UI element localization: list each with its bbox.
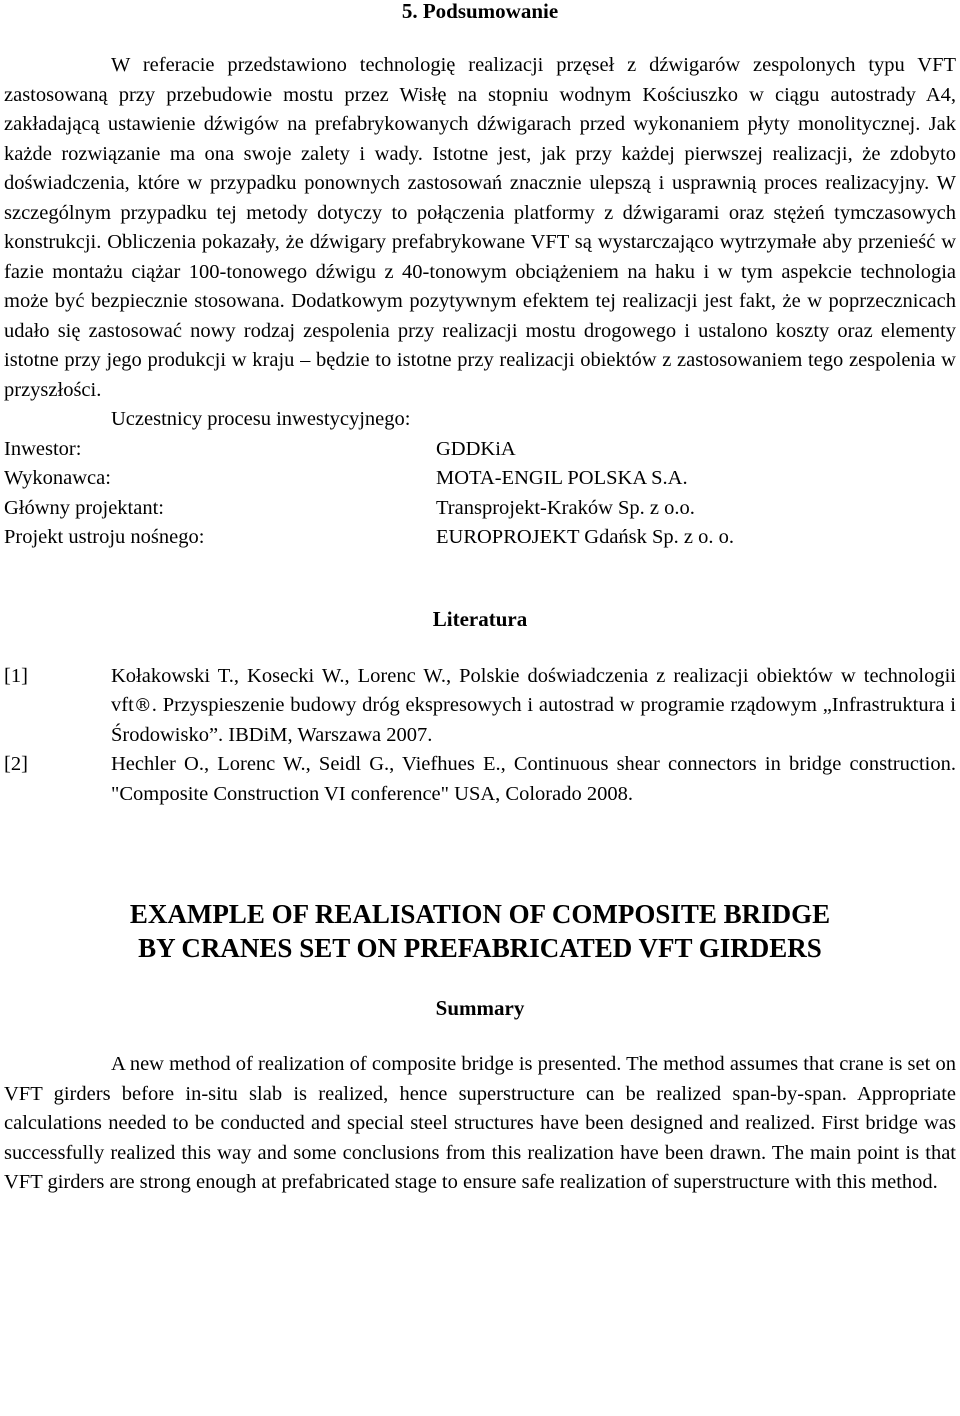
reference-text-main: Kołakowski T., Kosecki W., Lorenc W., Polskie doświadczenia z realizacji obiektów w technologii vft [111, 664, 956, 716]
participant-role: Wykonawca: [4, 467, 111, 489]
english-title [4, 897, 956, 965]
reference-number: [2] [4, 753, 28, 775]
reference-text-tail: . Przyspieszenie budowy dróg ekspresowych i autostrad w programie rządowym „Infrastruktura i Środowisko”. IBDiM, Warszawa 2007. [111, 694, 956, 746]
participant-row [4, 523, 956, 553]
english-title-line-1: EXAMPLE OF REALISATION OF COMPOSITE BRIDGE [129, 899, 831, 929]
references-list [4, 662, 956, 810]
participant-name: MOTA-ENGIL POLSKA S.A. [436, 467, 688, 489]
reference-text [111, 750, 956, 809]
document-page [4, 0, 956, 1198]
reference-text [111, 662, 956, 751]
section-heading: 5. Podsumowanie [401, 0, 559, 23]
registered-mark: ® [133, 695, 152, 716]
participants-list [4, 435, 956, 553]
reference-item [4, 662, 956, 751]
participant-role: Główny projektant: [4, 496, 164, 519]
reference-text-main: Hechler O., Lorenc W., Seidl G., Viefhues E., Continuous shear connectors in bridge construction. "Composite Construction VI conference" USA, Colorado 2008. [111, 753, 956, 805]
summary-paragraph-pl: W referacie przedstawiono technologię realizacji przęseł z dźwigarów zespolonych typu VFT zastosowaną przy przebudowie mostu przez Wisłę na stopniu wodnym Kościuszko w ciągu autostrady A4, zakładającą ustawienie dźwigów na prefabrykowanych dźwigarach przed wykonaniem płyty monolitycznej. Jak każde rozwiązanie ma ona swoje zalety i wady. Istotne jest, jak przy każdej pierwszej realizacji, że zdobyto doświadczenia, które w przypadku ponownych zastosowań znacznie ulepszą i usprawnią proces realizacyjny. W szczególnym przypadku tej metody dotyczy to połączenia platformy z dźwigarami oraz stężeń tymczasowych konstrukcji. Obliczenia pokazały, że dźwigary prefabrykowane VFT są wystarczająco wytrzymałe aby przenieść w fazie montażu ciążar 100-tonowego dźwigu z 40-tonowym obciążeniem na haku i w tym aspekcie technologia może być bezpiecznie stosowana. Dodatkowym pozytywnym efektem tej realizacji jest fakt, że w poprzecznicach udało się zastosować nowy rodzaj zespolenia przy realizacji mostu drogowego i ustalono koszty oraz elementy istotne przy jego produkcji w kraju – będzie to istotne przy realizacji obiektów z zastosowaniem tego zespolenia w przyszłości. [4, 54, 956, 401]
reference-item [4, 750, 956, 809]
participant-name: Transprojekt-Kraków Sp. z o.o. [436, 496, 695, 519]
participant-row [4, 464, 956, 494]
participant-row [4, 435, 956, 465]
summary-heading: Summary [435, 996, 525, 1020]
participant-role: Projekt ustroju nośnego: [4, 526, 205, 548]
reference-number: [1] [4, 664, 28, 687]
participant-row [4, 494, 956, 524]
english-title-line-2: BY CRANES SET ON PREFABRICATED VFT GIRDERS [138, 933, 822, 963]
participant-name: GDDKiA [436, 437, 516, 460]
summary-paragraph-en: A new method of realization of composite bridge is presented. The method assumes that crane is set on VFT girders before in-situ slab is realized, hence superstructure can be realized span-by-span. Appropriate calculations needed to be conducted and special steel structures have been designed and realized. First bridge was successfully realized this way and some conclusions from this realization have been drawn. The main point is that VFT girders are strong enough at prefabricated stage to ensure safe realization of superstructure with this method. [4, 1053, 956, 1193]
literature-heading: Literatura [432, 606, 528, 631]
participant-name: EUROPROJEKT Gdańsk Sp. z o. o. [436, 526, 735, 548]
participants-intro: Uczestnicy procesu inwestycyjnego: [111, 408, 411, 430]
participant-role: Inwestor: [4, 437, 82, 460]
